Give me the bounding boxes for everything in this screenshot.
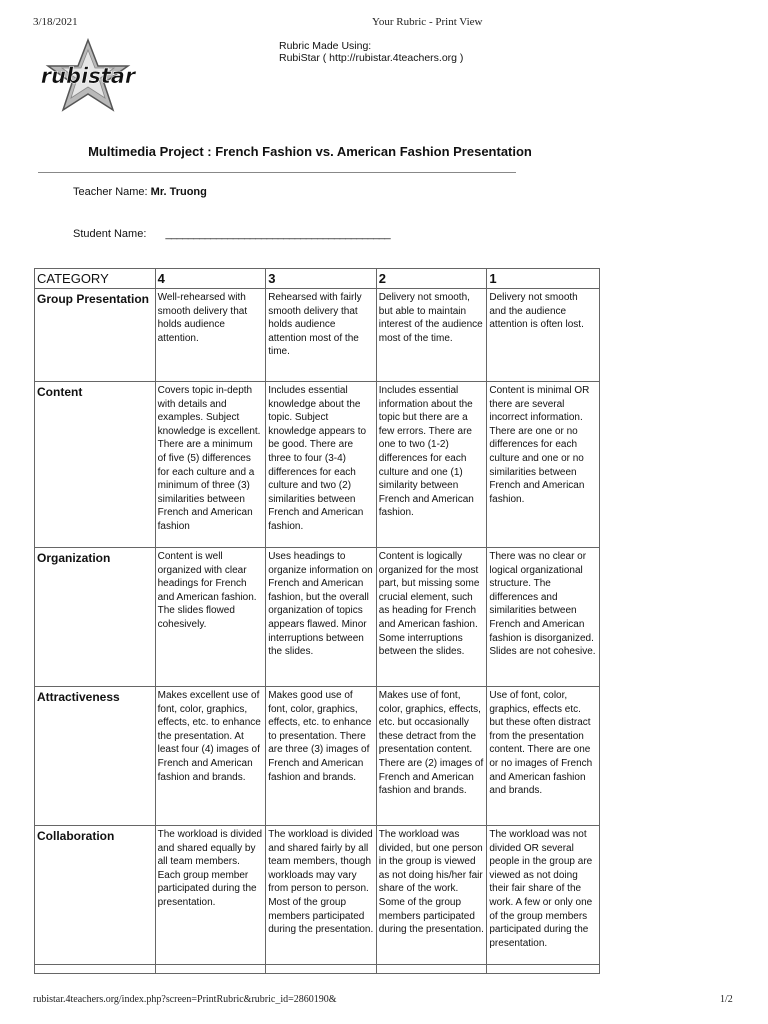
row-category: Collaboration [35, 826, 156, 965]
rubric-table [34, 268, 600, 974]
cell-level-2: Delivery not smooth, but able to maintain interest of the audience most of the time. [376, 289, 487, 382]
table-row [35, 289, 600, 382]
row-category: Group Presentation [35, 289, 156, 382]
cell-level-3: Uses headings to organize information on French and American fashion, but the overall organization of topics appears flawed. Minor interruptions between the slides. [266, 548, 377, 687]
footer-url: rubistar.4teachers.org/index.php?screen=PrintRubric&rubric_id=2860190& [33, 994, 337, 1005]
cell-level-4: Makes excellent use of font, color, graphics, effects, etc. to enhance the presentation. At least four (4) images of French and American fashion and brands. [155, 687, 266, 826]
table-row [35, 687, 600, 826]
print-date: 3/18/2021 [33, 16, 78, 28]
rubric-title: Multimedia Project : French Fashion vs. American Fashion Presentation [88, 144, 532, 159]
rubistar-logo [38, 38, 138, 114]
teacher-name-row [73, 186, 207, 198]
table-row-continued [35, 965, 600, 974]
teacher-name-label: Teacher Name: [73, 186, 148, 198]
cell-level-1: The workload was not divided OR several people in the group are viewed as not doing their fair share of the work. A few or only one of the group members participated during the presentation. [487, 826, 600, 965]
made-using-block [279, 40, 463, 64]
header-level-1: 1 [487, 269, 600, 289]
cell-level-3: The workload is divided and shared fairly by all team members, though workloads may vary from person to person. Most of the group members participated during the presentation. [266, 826, 377, 965]
table-row [35, 548, 600, 687]
cell-level-2: Content is logically organized for the most part, but missing some crucial element, such as heading for French and American fashion. Some interruptions between the slides. [376, 548, 487, 687]
cell-level-2: Makes use of font, color, graphics, effects, etc. but occasionally these detract from the presentation content. There are (2) images of French and American fashion and brands. [376, 687, 487, 826]
teacher-name-value: Mr. Truong [150, 186, 207, 198]
cell-level-1: Use of font, color, graphics, effects etc. but these often distract from the presentation content. There are one or no images of French and American fashion and brands. [487, 687, 600, 826]
logo-wordmark: rubistar [40, 64, 136, 88]
table-row [35, 826, 600, 965]
cell-level-2: Includes essential information about the topic but there are a few errors. There are one to two (1-2) differences for each culture and one (1) similarity between French and American fashion. [376, 382, 487, 548]
student-name-label: Student Name: [73, 228, 147, 240]
cell-level-4: Content is well organized with clear headings for French and American fashion. The slides flowed cohesively. [155, 548, 266, 687]
table-header-row [35, 269, 600, 289]
cell-level-3: Includes essential knowledge about the topic. Subject knowledge appears to be good. There are three to four (3-4) differences for each culture and two (2) similarities between French and American fashion. [266, 382, 377, 548]
cell-level-1: Content is minimal OR there are several incorrect information. There are one or no differences for each culture and one or no similarities between French and American fashion. [487, 382, 600, 548]
header-category: CATEGORY [35, 269, 156, 289]
cell-level-3: Makes good use of font, color, graphics, effects, etc. to enhance to presentation. There are three (3) images of French and American fashion and brands. [266, 687, 377, 826]
made-using-site: RubiStar ( http://rubistar.4teachers.org ) [279, 52, 464, 64]
cell-level-4: The workload is divided and shared equally by all team members. Each group member participated during the presentation. [155, 826, 266, 965]
row-category: Content [35, 382, 156, 548]
cell-level-4: Covers topic in-depth with details and examples. Subject knowledge is excellent. There are a minimum of five (5) differences for each culture and a minimum of three (3) similarities between French and American fashion [155, 382, 266, 548]
made-using-label: Rubric Made Using: [279, 40, 372, 52]
row-category: Attractiveness [35, 687, 156, 826]
cell-level-4: Well-rehearsed with smooth delivery that holds audience attention. [155, 289, 266, 382]
cell-level-3: Rehearsed with fairly smooth delivery that holds audience attention most of the time. [266, 289, 377, 382]
student-name-blank: ________________________________________ [165, 228, 391, 240]
print-page-title: Your Rubric - Print View [372, 16, 483, 28]
header-level-2: 2 [376, 269, 487, 289]
title-divider [38, 172, 516, 173]
cell-level-2: The workload was divided, but one person in the group is viewed as not doing his/her fair share of the work. Some of the group members participated during the presentation. [376, 826, 487, 965]
footer-page-number: 1/2 [720, 994, 733, 1005]
header-level-4: 4 [155, 269, 266, 289]
cell-level-1: There was no clear or logical organizational structure. The differences and similarities between French and American fashion is disorganized. Slides are not cohesive. [487, 548, 600, 687]
table-row [35, 382, 600, 548]
header-level-3: 3 [266, 269, 377, 289]
cell-level-1: Delivery not smooth and the audience attention is often lost. [487, 289, 600, 382]
row-category: Organization [35, 548, 156, 687]
student-name-row [73, 228, 390, 240]
